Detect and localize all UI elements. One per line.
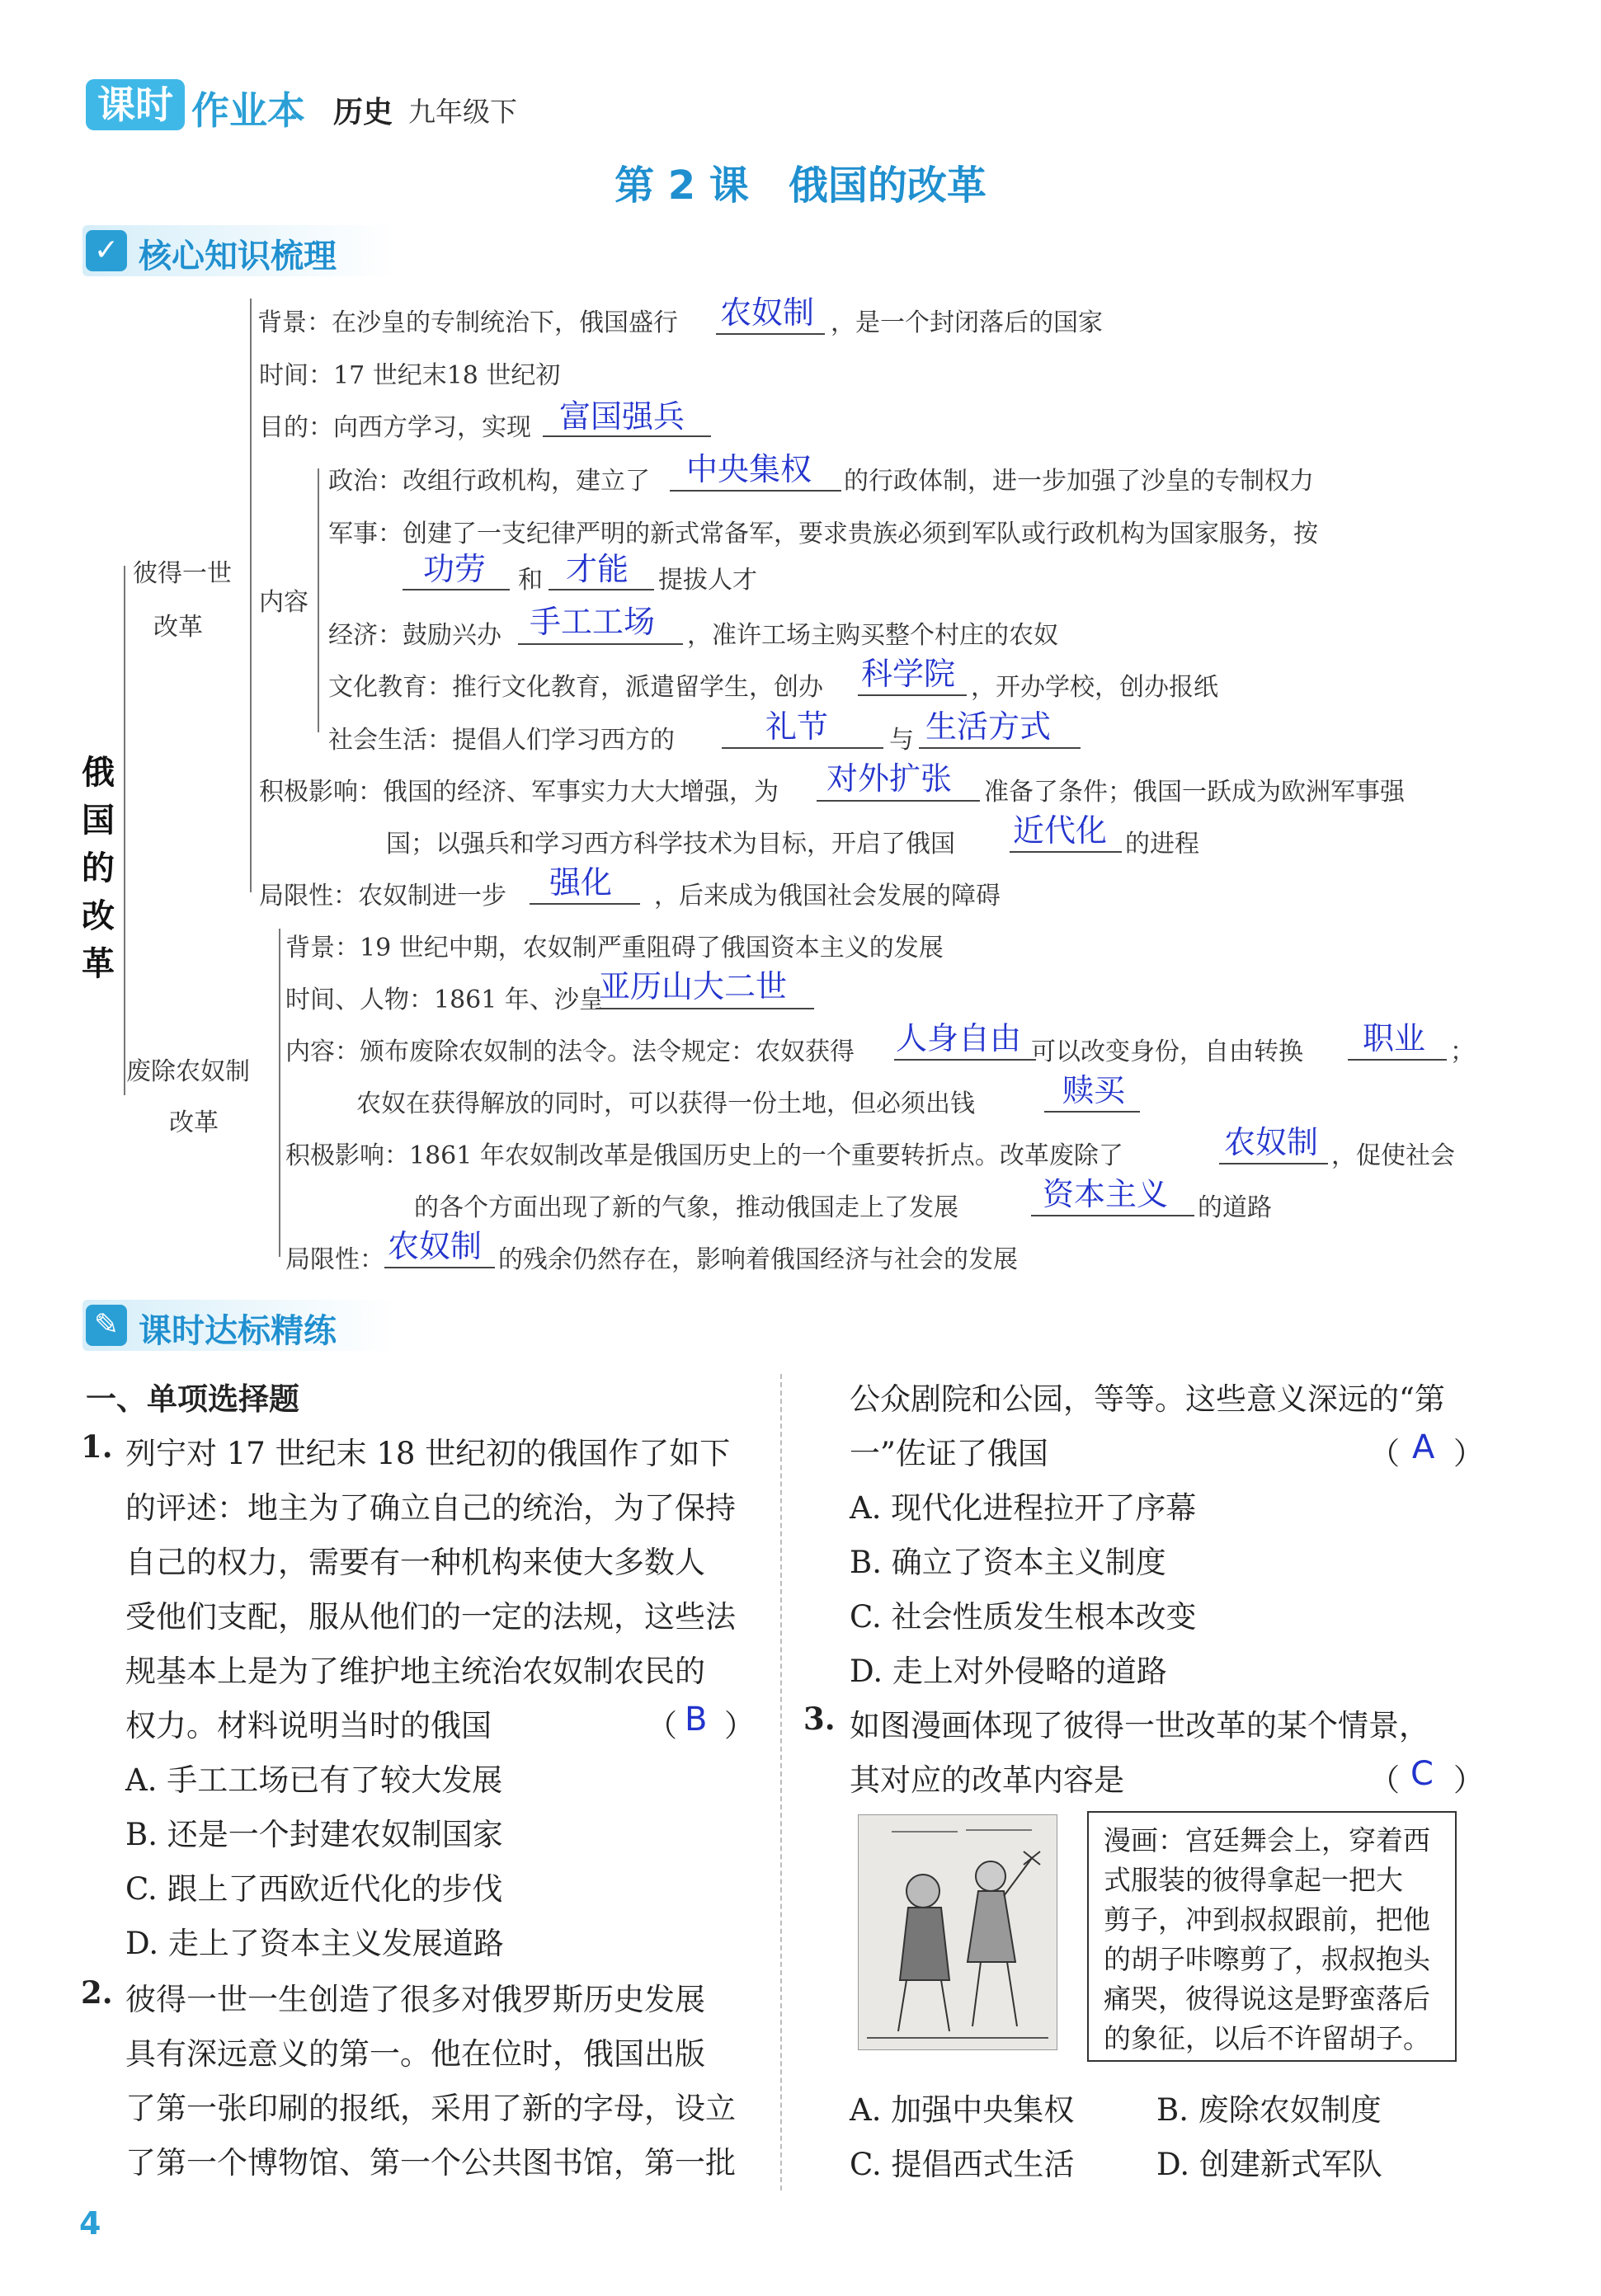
blank-line xyxy=(894,1059,1036,1061)
pencil-icon: ✎ xyxy=(86,1305,127,1346)
blank-line xyxy=(1348,1059,1447,1061)
blank-line xyxy=(1044,1111,1140,1113)
grade-label: 九年级下 xyxy=(408,96,517,128)
peter-impact-suffix: 的进程 xyxy=(1125,830,1199,859)
q3-line: 如图漫画体现了彼得一世改革的某个情景， xyxy=(850,1708,1429,1743)
serf-limitation-suffix: 的残余仍然存在，影响着俄国经济与社会的发展 xyxy=(498,1245,1018,1274)
section-title-practice: 课时达标精练 xyxy=(139,1312,337,1350)
brand-name: 作业本 xyxy=(191,88,305,133)
answer-modernization: 近代化 xyxy=(1013,812,1108,849)
peter-goal: 目的：向西方学习，实现 xyxy=(259,413,531,442)
serf-time: 时间、人物：1861 年、沙皇 xyxy=(285,986,604,1014)
root-label: 俄国的改革 xyxy=(82,753,115,983)
page-number: 4 xyxy=(79,2205,101,2242)
answer-freedom: 人身自由 xyxy=(896,1020,1022,1056)
answer-capitalism: 资本主义 xyxy=(1043,1176,1169,1212)
answer-bracket-open: （ xyxy=(1369,1436,1400,1471)
lesson-title: 第 2 课 俄国的改革 xyxy=(615,162,986,209)
serf-content: 内容：颁布废除农奴制的法令。法令规定：农奴获得 xyxy=(285,1037,855,1066)
military-row: 军事：创建了一支纪律严明的新式常备军，要求贵族必须到军队或行政机构为国家服务，按 xyxy=(328,520,1318,548)
q2-line: 了第一张印刷的报纸，采用了新的字母，设立 xyxy=(125,2091,736,2126)
culture-suffix: ，开办学校，创办报纸 xyxy=(971,673,1218,702)
peter-label-1: 彼得一世 xyxy=(133,559,232,588)
serf-label-2: 改革 xyxy=(169,1108,219,1137)
content-label: 内容 xyxy=(259,588,308,617)
brand-logo: 课时 xyxy=(86,79,185,130)
q1-option-a[interactable]: A. 手工工场已有了较大发展 xyxy=(125,1762,503,1798)
q2-answer: A xyxy=(1412,1428,1435,1466)
blank-line xyxy=(722,747,883,749)
question-number-3: 3. xyxy=(803,1701,836,1737)
blank-line xyxy=(858,694,967,696)
cartoon-image xyxy=(858,1814,1057,2050)
answer-ability: 才能 xyxy=(566,551,629,587)
q2-line: 一”佐证了俄国 xyxy=(850,1436,1048,1471)
blank-line xyxy=(530,903,640,905)
peter-time: 时间：17 世纪末18 世纪初 xyxy=(259,361,561,390)
q3-option-b[interactable]: B. 废除农奴制度 xyxy=(1156,2092,1382,2128)
content-bracket xyxy=(318,468,319,732)
answer-goal: 富国强兵 xyxy=(559,398,685,435)
q2-option-d[interactable]: D. 走上对外侵略的道路 xyxy=(850,1654,1167,1689)
subject-label: 历史 xyxy=(333,96,393,129)
q2-option-b[interactable]: B. 确立了资本主义制度 xyxy=(850,1545,1166,1580)
q1-option-b[interactable]: B. 还是一个封建农奴制国家 xyxy=(125,1817,503,1852)
answer-serfdom-2: 农奴制 xyxy=(1224,1124,1319,1160)
answer-bracket-open: （ xyxy=(647,1708,677,1743)
blank-line xyxy=(919,747,1081,749)
answer-bracket-open: （ xyxy=(1369,1762,1400,1798)
answer-etiquette: 礼节 xyxy=(765,708,829,745)
q2-line: 了第一个博物馆、第一个公共图书馆，第一批 xyxy=(125,2145,736,2181)
peter-label-2: 改革 xyxy=(153,613,203,642)
peter-background-suffix: ，是一个封闭落后的国家 xyxy=(831,308,1103,337)
serf-impact-line2-suffix: 的道路 xyxy=(1198,1193,1272,1222)
q1-line: 受他们支配，服从他们的一定的法规，这些法 xyxy=(125,1599,736,1635)
q2-line: 具有深远意义的第一。他在位时，俄国出版 xyxy=(125,2036,705,2072)
q1-option-d[interactable]: D. 走上了资本主义发展道路 xyxy=(125,1926,504,1961)
serf-label-1: 废除农奴制 xyxy=(126,1057,250,1086)
answer-serfdom: 农奴制 xyxy=(720,294,815,331)
part-title: 一、单项选择题 xyxy=(86,1381,299,1417)
serf-limitation: 局限性： xyxy=(285,1245,384,1274)
serf-bracket xyxy=(279,929,280,1257)
peter-impact-line2: 国；以强兵和学习西方科学技术为目标，开启了俄国 xyxy=(386,830,955,859)
blank-line xyxy=(518,643,683,645)
answer-bracket-close: ） xyxy=(1453,1436,1484,1471)
q1-option-c[interactable]: C. 跟上了西欧近代化的步伐 xyxy=(125,1871,503,1907)
cartoon-caption-line: 痛哭，彼得说这是野蛮落后 xyxy=(1104,1983,1430,2015)
answer-serfdom-3: 农奴制 xyxy=(388,1228,483,1264)
serf-content-end: ； xyxy=(1450,1037,1475,1066)
peter-bracket xyxy=(250,299,252,892)
blank-line xyxy=(817,800,980,802)
social-and: 与 xyxy=(889,726,914,755)
cartoon-caption-line: 剪子，冲到叔叔跟前，把他 xyxy=(1104,1903,1430,1936)
check-icon: ✓ xyxy=(86,230,127,271)
q1-answer: B xyxy=(685,1701,708,1738)
blank-line xyxy=(1219,1163,1328,1164)
economy-suffix: ，准许工场主购买整个村庄的农奴 xyxy=(687,621,1058,650)
answer-economy: 手工工场 xyxy=(530,604,656,640)
q2-option-a[interactable]: A. 现代化进程拉开了序幕 xyxy=(850,1490,1197,1526)
question-number-2: 2. xyxy=(81,1974,113,2011)
serf-background: 背景：19 世纪中期，农奴制严重阻碍了俄国资本主义的发展 xyxy=(285,934,944,962)
social-row: 社会生活：提倡人们学习西方的 xyxy=(328,726,675,755)
cartoon-drawing xyxy=(859,1815,1057,2049)
blank-line xyxy=(596,1008,814,1009)
blank-line xyxy=(1031,1215,1194,1216)
peter-background: 背景：在沙皇的专制统治下，俄国盛行 xyxy=(257,308,678,337)
answer-bracket-close: ） xyxy=(724,1708,755,1743)
q2-line: 彼得一世一生创造了很多对俄罗斯历史发展 xyxy=(125,1982,705,2017)
q3-line: 其对应的改革内容是 xyxy=(850,1762,1124,1798)
cartoon-caption-line: 的胡子咔嚓剪了，叔叔抱头 xyxy=(1104,1943,1430,1975)
q1-line: 权力。材料说明当时的俄国 xyxy=(125,1708,492,1743)
q2-option-c[interactable]: C. 社会性质发生根本改变 xyxy=(850,1599,1197,1635)
q3-option-d[interactable]: D. 创建新式军队 xyxy=(1156,2147,1382,2182)
blank-line xyxy=(549,589,654,590)
answer-expansion: 对外扩张 xyxy=(826,760,953,797)
q3-option-a[interactable]: A. 加强中央集权 xyxy=(850,2092,1075,2128)
column-divider xyxy=(780,1374,782,2190)
politics-suffix: 的行政体制，进一步加强了沙皇的专制权力 xyxy=(844,467,1314,496)
q2-line: 公众剧院和公园，等等。这些意义深远的“第 xyxy=(850,1381,1445,1417)
blank-line xyxy=(670,490,841,492)
root-bracket xyxy=(124,566,125,1095)
blank-line xyxy=(1010,851,1122,853)
answer-merit: 功劳 xyxy=(423,551,487,587)
peter-limitation: 局限性：农奴制进一步 xyxy=(259,882,506,910)
peter-impact: 积极影响：俄国的经济、军事实力大大增强，为 xyxy=(259,778,779,807)
answer-academy: 科学院 xyxy=(861,656,956,692)
section-title-knowledge: 核心知识梳理 xyxy=(139,238,337,275)
answer-lifestyle: 生活方式 xyxy=(925,708,1052,745)
peter-impact-mid: 准备了条件；俄国一跃成为欧洲军事强 xyxy=(984,778,1405,807)
q3-option-c[interactable]: C. 提倡西式生活 xyxy=(850,2147,1075,2182)
military-and: 和 xyxy=(518,566,543,595)
blank-line xyxy=(403,589,510,590)
serf-impact: 积极影响：1861 年农奴制改革是俄国历史上的一个重要转折点。改革废除了 xyxy=(285,1141,1123,1170)
answer-strengthen: 强化 xyxy=(549,864,613,901)
cartoon-caption-line: 式服装的彼得拿起一把大 xyxy=(1104,1864,1403,1896)
answer-redeem: 赎买 xyxy=(1062,1072,1126,1108)
politics-row: 政治：改组行政机构，建立了 xyxy=(328,467,650,496)
serf-impact-suffix: ，促使社会 xyxy=(1331,1141,1455,1170)
q1-line: 列宁对 17 世纪末 18 世纪初的俄国作了如下 xyxy=(125,1436,731,1471)
economy-row: 经济：鼓励兴办 xyxy=(328,621,501,650)
answer-politics: 中央集权 xyxy=(686,451,812,487)
blank-line xyxy=(384,1267,495,1268)
q1-line: 规基本上是为了维护地主统治农奴制农民的 xyxy=(125,1654,705,1689)
serf-impact-line2: 的各个方面出现了新的气象，推动俄国走上了发展 xyxy=(414,1193,958,1222)
culture-row: 文化教育：推行文化教育，派遣留学生，创办 xyxy=(328,673,823,702)
military-suffix: 提拔人才 xyxy=(658,566,757,595)
cartoon-caption-line: 漫画：宫廷舞会上，穿着西 xyxy=(1104,1824,1430,1856)
serf-content-line2: 农奴在获得解放的同时，可以获得一份土地，但必须出钱 xyxy=(356,1089,975,1118)
cartoon-caption-line: 的象征，以后不许留胡子。 xyxy=(1104,2022,1430,2054)
answer-bracket-close: ） xyxy=(1453,1762,1484,1798)
q3-answer: C xyxy=(1410,1755,1434,1793)
q1-line: 自己的权力，需要有一种机构来使大多数人 xyxy=(125,1545,705,1580)
peter-limitation-suffix: ，后来成为俄国社会发展的障碍 xyxy=(654,882,1001,910)
answer-alexander: 亚历山大二世 xyxy=(599,968,788,1004)
serf-content-mid: 可以改变身份，自由转换 xyxy=(1031,1037,1303,1066)
question-number-1: 1. xyxy=(81,1428,113,1465)
answer-occupation: 职业 xyxy=(1363,1020,1426,1056)
blank-line xyxy=(716,333,825,335)
q1-line: 的评述：地主为了确立自己的统治，为了保持 xyxy=(125,1490,736,1526)
